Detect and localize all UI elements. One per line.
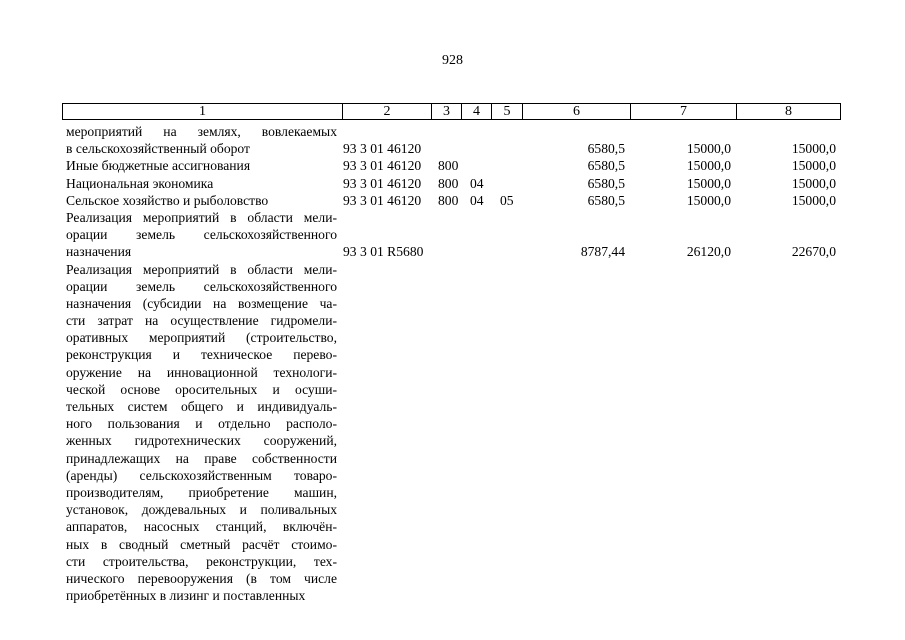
table-row — [66, 123, 846, 157]
row-name-line: Реализация мероприятий в области мели- — [66, 261, 337, 277]
row-col-3: 800 — [438, 175, 459, 191]
row-col-6: 6580,5 — [587, 175, 625, 191]
row-code: 93 3 01 46120 — [343, 175, 422, 191]
row-name-line: нического перевооружения (в том числе — [66, 570, 337, 586]
row-name-line: реконструкция и техническое перево- — [66, 347, 337, 363]
row-col-8: 15000,0 — [791, 175, 836, 191]
row-col-8: 22670,0 — [791, 244, 836, 260]
row-col-3: 800 — [438, 192, 459, 208]
row-name-line: Сельское хозяйство и рыболовство — [66, 192, 269, 208]
row-name-line: аппаратов, насосных станций, включён- — [66, 519, 337, 535]
row-col-6: 8787,44 — [580, 244, 625, 260]
table-body — [66, 123, 846, 604]
row-name-line: мероприятий на землях, вовлекаемых — [66, 124, 337, 139]
row-col-3: 800 — [438, 158, 459, 174]
row-name-line: ного пользования и отдельно располо- — [66, 416, 337, 432]
row-name-line: оративных мероприятий (строительство, — [66, 330, 337, 346]
header-col-6: 6 — [523, 104, 631, 120]
row-code: 93 3 01 46120 — [343, 192, 422, 208]
header-col-4: 4 — [462, 104, 492, 120]
row-name-line: сти затрат на осуществление гидромели- — [66, 313, 337, 329]
header-col-7: 7 — [631, 104, 737, 120]
row-name-line: орации земель сельскохозяйственного — [66, 278, 337, 294]
row-name — [66, 209, 337, 261]
row-name — [66, 123, 337, 157]
row-name-line: Национальная экономика — [66, 175, 214, 191]
row-name-line: назначения — [66, 244, 132, 260]
header-col-1: 1 — [63, 104, 343, 120]
header-col-8: 8 — [737, 104, 841, 120]
row-col-4: 04 — [470, 192, 484, 208]
table-header — [62, 103, 841, 120]
row-name-line: оружение на инновационной технологи- — [66, 364, 337, 380]
row-col-8: 15000,0 — [791, 192, 836, 208]
row-col-7: 15000,0 — [686, 175, 731, 191]
table-row — [66, 175, 846, 192]
row-code: 93 3 01 46120 — [343, 158, 422, 174]
row-name — [66, 157, 337, 174]
row-name-line: Иные бюджетные ассигнования — [66, 158, 251, 174]
row-col-4: 04 — [470, 175, 484, 191]
row-name-line: (аренды) сельскохозяйственным товаро- — [66, 467, 337, 483]
row-name-line: в сельскохозяйственный оборот — [66, 141, 250, 157]
row-col-8: 15000,0 — [791, 141, 836, 157]
row-col-7: 15000,0 — [686, 141, 731, 157]
table-row — [66, 192, 846, 209]
row-name-line: орации земель сельскохозяйственного — [66, 227, 337, 243]
row-name-line: сти строительства, реконструкции, тех- — [66, 553, 337, 569]
row-col-8: 15000,0 — [791, 158, 836, 174]
row-code: 93 3 01 R5680 — [343, 244, 424, 260]
row-name-line: производителям, приобретение машин, — [66, 484, 337, 500]
row-name-line: принадлежащих на праве собственности — [66, 450, 337, 466]
header-col-5: 5 — [492, 104, 523, 120]
table-row — [66, 261, 846, 605]
header-col-2: 2 — [343, 104, 432, 120]
row-name-line: ческой основе оросительных и осуши- — [66, 381, 337, 397]
row-col-7: 26120,0 — [686, 244, 731, 260]
header-col-3: 3 — [432, 104, 462, 120]
row-name-line: установок, дождевальных и поливальных — [66, 502, 337, 518]
row-name-line: Реализация мероприятий в области мели- — [66, 209, 337, 225]
row-col-7: 15000,0 — [686, 192, 731, 208]
row-col-7: 15000,0 — [686, 158, 731, 174]
row-code: 93 3 01 46120 — [343, 141, 422, 157]
row-col-5: 05 — [500, 192, 514, 208]
row-col-6: 6580,5 — [587, 192, 625, 208]
row-name — [66, 192, 337, 209]
row-col-6: 6580,5 — [587, 158, 625, 174]
table-row — [66, 209, 846, 261]
page-number: 928 — [442, 53, 463, 68]
row-name-line: назначения (субсидии на возмещение ча- — [66, 295, 337, 311]
row-name-line: тельных систем общего и индивидуаль- — [66, 399, 337, 414]
row-col-6: 6580,5 — [587, 141, 625, 157]
row-name-line: женных гидротехнических сооружений, — [66, 433, 337, 449]
table-row — [66, 157, 846, 174]
row-name-line: ных в сводный сметный расчёт стоимо- — [66, 536, 337, 552]
row-name-line: приобретённых в лизинг и поставленных — [66, 588, 306, 604]
row-name — [66, 261, 337, 605]
row-name — [66, 175, 337, 192]
